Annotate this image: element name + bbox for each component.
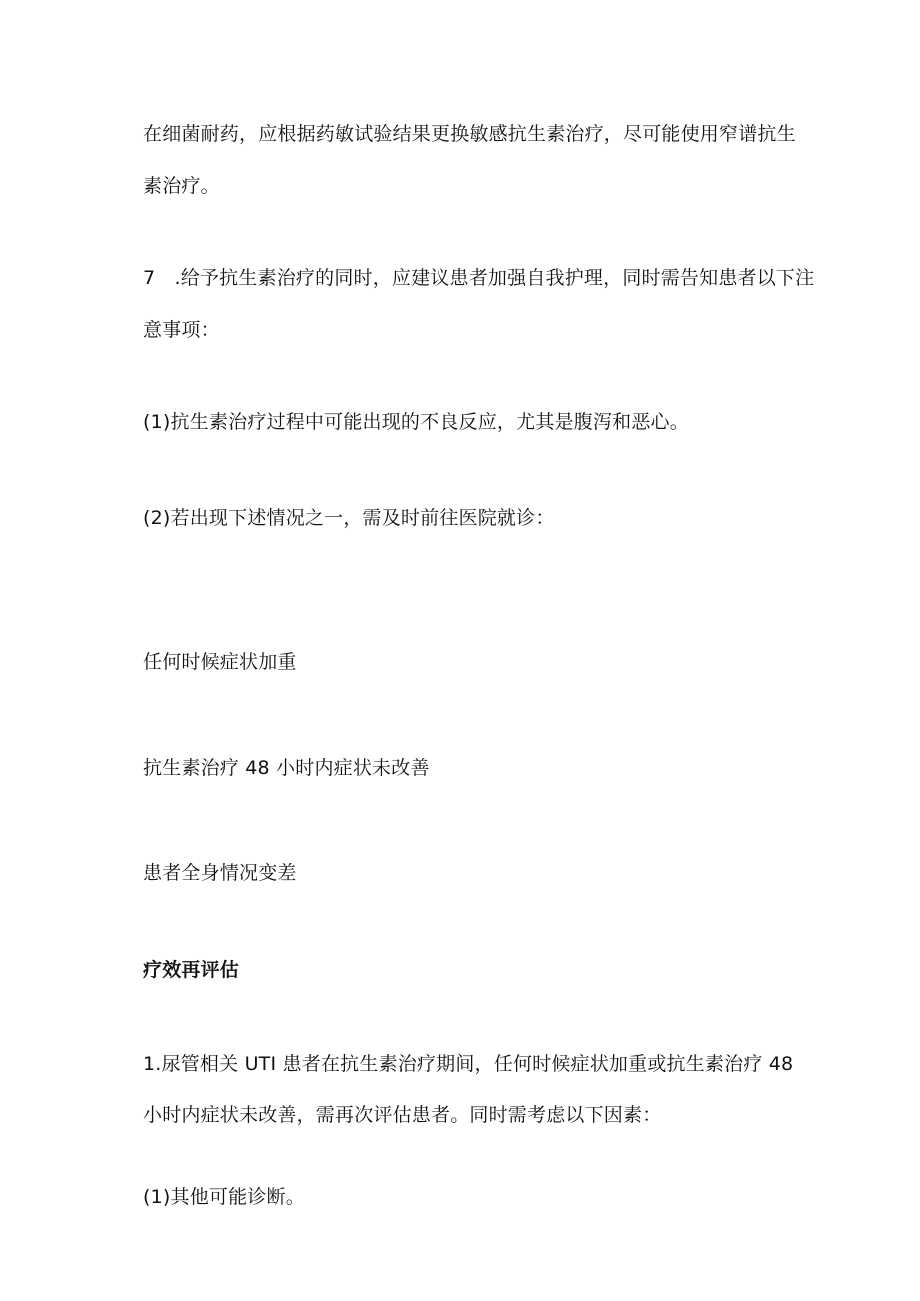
paragraph-line: 意事项： <box>143 319 220 341</box>
paragraph-line: 在细菌耐药，应根据药敏试验结果更换敏感抗生素治疗，尽可能使用窄谱抗生 <box>143 123 796 145</box>
paragraph-line: (2)若出现下述情况之一，需及时前往医院就诊： <box>143 507 555 529</box>
paragraph-line: 7 .给予抗生素治疗的同时，应建议患者加强自我护理，同时需告知患者以下注 <box>143 267 815 289</box>
paragraph-line: 小时内症状未改善，需再次评估患者。同时需考虑以下因素： <box>143 1104 662 1126</box>
list-item: 患者全身情况变差 <box>143 862 297 884</box>
paragraph-line: 素治疗。 <box>143 175 220 197</box>
paragraph-line: 1.尿管相关 UTI 患者在抗生素治疗期间，任何时候症状加重或抗生素治疗 48 <box>143 1053 794 1075</box>
section-heading: 疗效再评估 <box>143 959 240 981</box>
paragraph-line: (1)其他可能诊断。 <box>143 1186 305 1208</box>
paragraph-line: (1)抗生素治疗过程中可能出现的不良反应，尤其是腹泻和恶心。 <box>143 411 689 433</box>
list-item: 任何时候症状加重 <box>143 651 297 673</box>
list-item: 抗生素治疗 48 小时内症状未改善 <box>143 757 430 779</box>
